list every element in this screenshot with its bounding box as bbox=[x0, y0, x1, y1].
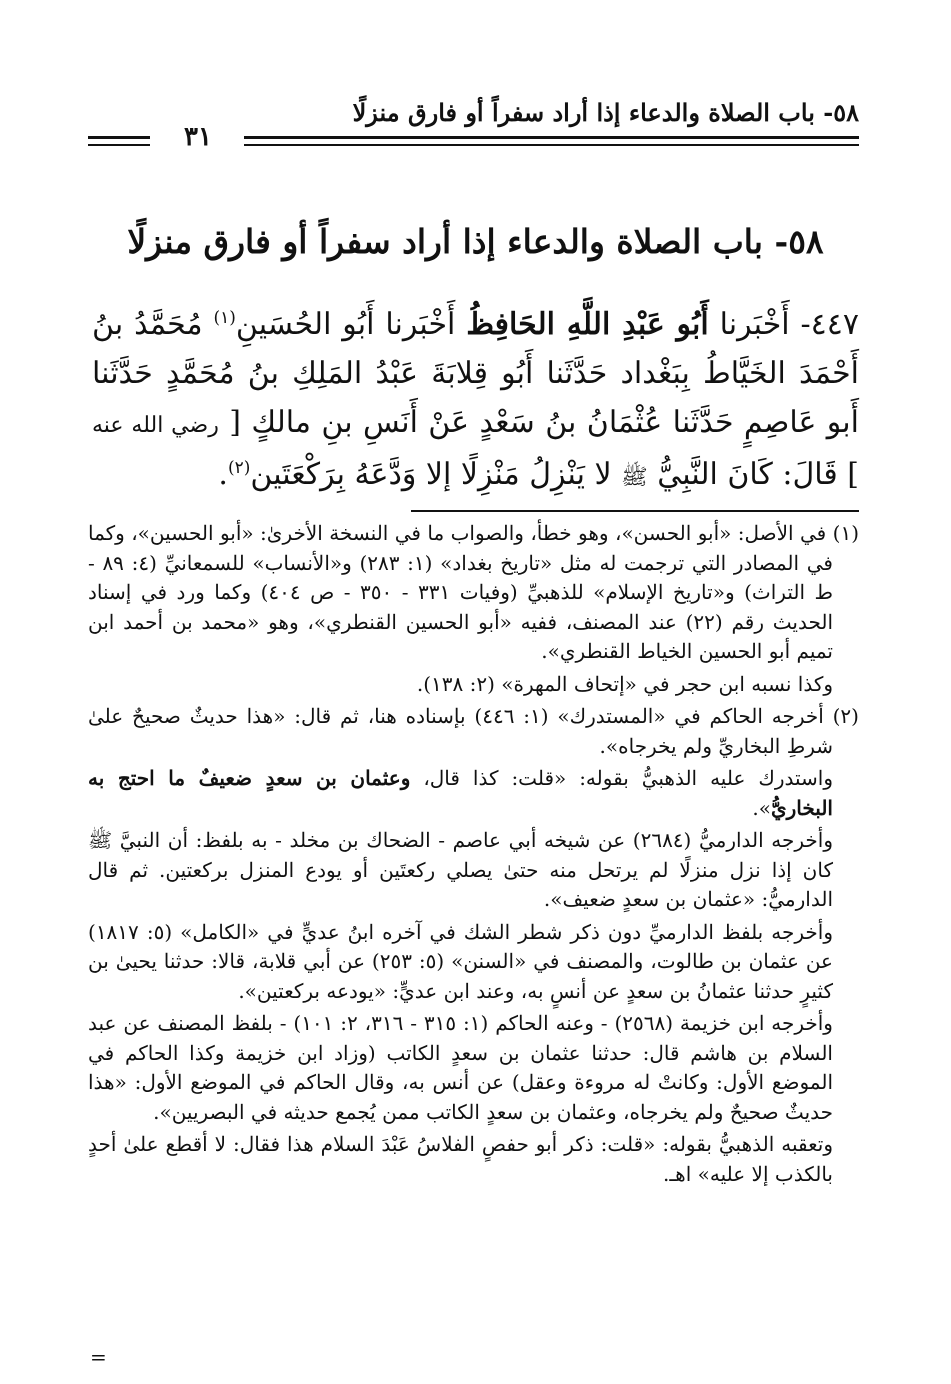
footnotes bbox=[88, 519, 859, 1192]
hadith-part-6: . bbox=[218, 457, 228, 492]
honorific-radiya: رضي الله عنه bbox=[92, 413, 219, 438]
footnote-2: (٢) أخرجه الحاكم في «المستدرك» (١: ٤٤٦) بإسناده هنا، ثم قال: «هذا حديثٌ صحيحٌ علىٰ شرطِ البخاريِّ ولم يخرجاه». bbox=[88, 704, 859, 758]
page-number: ٣١ bbox=[184, 122, 212, 152]
footnote-2-dhahabi-b: ». bbox=[752, 795, 771, 820]
hadith-number: ٤٤٧- bbox=[789, 307, 859, 342]
header-rule-left-top bbox=[88, 136, 150, 139]
hadith-text bbox=[92, 300, 859, 502]
footnotes-separator bbox=[411, 510, 859, 512]
header-rule-top bbox=[244, 136, 859, 139]
footnote-2-ibn-khuzayma: وأخرجه ابن خزيمة (٢٥٦٨) - وعنه الحاكم (١: ٣١٥ - ٣١٦، ٢: ١٠١) - بلفظ المصنف عن عبد السلام بن هاشم قال: حدثنا عثمان بن سعدٍ الكاتب (وزاد ابن خزيمة وكذا الحاكم في الموضع الأول: وكانتْ له مروءة وعقل) عن أنس به، وقال الحاكم في الموضع الأول: «هذا حديثٌ صحيحٌ ولم يخرجاه، وعثمان بن سعدٍ الكاتب ممن يُجمع حديثه في البصريين». bbox=[88, 1011, 833, 1124]
footnote-2-dhahabi-a: واستدرك عليه الذهبيُّ بقوله: «قلت: كذا قال، bbox=[410, 766, 833, 790]
footnote-1: (١) في الأصل: «أبو الحسن»، وهو خطأ، والصواب ما في النسخة الأخرىٰ: «أبو الحسين»، وكما في المصادر التي ترجمت له مثل «تاريخ بغداد» (١: ٢٨٣) و«الأنساب» للسمعانيِّ (٤: ٨٩ - ط التراث) و«تاريخ الإسلام» للذهبيِّ (وفيات ٣٣١ - ٣٥٠ - ص ٤٠٤) وكما ورد في إسناد الحديث رقم (٢٢) عند المصنف، ففيه «أبو الحسين القنطري»، وهو «محمد بن أحمد ابن تميم أبو الحسين الخياط القنطري». bbox=[88, 521, 859, 663]
footnote-ref-1[interactable]: (١) bbox=[213, 308, 236, 328]
chapter-heading: ٥٨- باب الصلاة والدعاء إذا أراد سفراً أو فارق منزلًا bbox=[127, 222, 824, 261]
footnote-2-dhahabi-bold: وعثمان بن سعدٍ ضعيفٌ ما احتج به البخاريُّ bbox=[88, 766, 833, 820]
header-rule-left-bottom bbox=[88, 144, 150, 146]
hadith-part-1: أَخْبَرنا bbox=[708, 307, 790, 342]
footnote-2-darimi: وأخرجه الدارميُّ (٢٦٨٤) عن شيخه أبي عاصم - الضحاك بن مخلد - به بلفظ: أن النبيَّ ﷺ كان إذا نزل منزلًا لم يرتحل منه حتىٰ يصلي ركعتَين أو يودع المنزل بركعتين. ثم قال الدارميُّ: «عثمان بن سعدٍ ضعيف». bbox=[88, 828, 833, 911]
running-title: ٥٨- باب الصلاة والدعاء إذا أراد سفراً أو فارق منزلًا bbox=[352, 98, 859, 127]
hadith-part-5: لا يَنْزِلُ مَنْزِلًا إلا وَدَّعَهُ بِرَكْعَتَين bbox=[250, 457, 622, 492]
header-rule-bottom bbox=[244, 144, 859, 146]
footnote-1-continuation: وكذا نسبه ابن حجر في «إتحاف المهرة» (٢: ١٣٨). bbox=[416, 671, 833, 696]
hadith-part-3: مُحَمَّدُ بنُ أَحْمَدَ الخَيَّاطُ بِبَغْداد حَدَّثَنا أَبُو قِلابَةَ عَبْدُ المَلِكِ بنُ مُحَمَّدٍ حَدَّثَنا أَبو عَاصِمٍ حَدَّثَنا عُثْمَانُ بنُ سَعْدٍ عَنْ أَنَسِ بنِ مالكٍ [ bbox=[92, 307, 859, 440]
hadith-part-2: أَخْبَرنا أَبُو الحُسَينِ bbox=[235, 307, 467, 342]
footnote-ref-2[interactable]: (٢) bbox=[227, 458, 251, 478]
footnote-2-ibn-adi: وأخرجه بلفظ الدارميِّ دون ذكر شطر الشك في آخره ابنُ عديٍّ في «الكامل» (٥: ١٨١٧) عن عثمان بن طالوت، والمصنف في «السنن» (٥: ٢٥٣) عن أبي قلابة، قالا: حدثنا يحيىٰ بن كثيرٍ حدثنا عثمانُ بن سعدٍ عن أنسٍ به، وعند ابن عديٍّ: «يودعه بركعتين». bbox=[88, 919, 833, 1003]
narrator-name: أَبُو عَبْدِ اللَّهِ الحَافِظُ bbox=[466, 307, 709, 342]
hadith-part-4: ] قَالَ: كَانَ النَّبِيُّ bbox=[647, 457, 859, 492]
continuation-mark: = bbox=[90, 1345, 107, 1369]
footnote-2-dhahabi-objection: وتعقبه الذهبيُّ بقوله: «قلت: ذكر أبو حفصٍ الفلاسُ عَبْدَ السلام هذا فقال: لا أقطع علىٰ أحدٍ بالكذب إلا عليه» اهـ. bbox=[88, 1132, 833, 1186]
footnote-2-dhahabi bbox=[88, 764, 859, 823]
honorific-salla: ﷺ bbox=[621, 465, 648, 490]
